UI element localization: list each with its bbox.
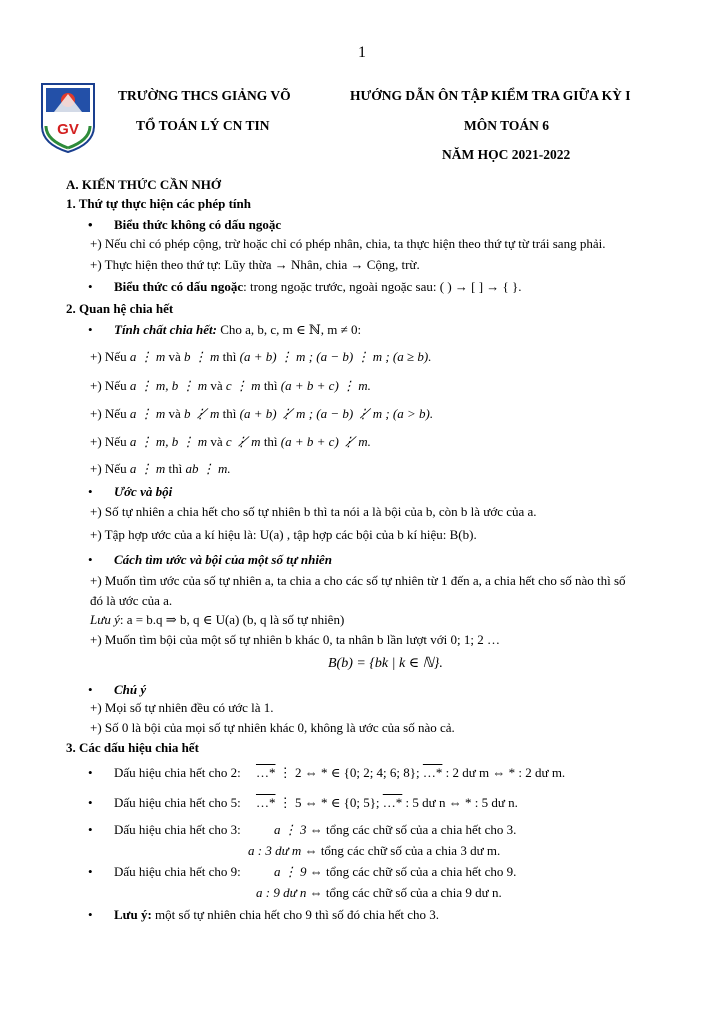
- s2-bullet-2: • Ước và bội: [90, 484, 172, 500]
- s2-bullet-4: • Chú ý: [90, 682, 146, 698]
- s2-rule-5: +) Nếu a ⋮ m thì ab ⋮ m.: [90, 461, 231, 476]
- s3-rule-9: • Dấu hiệu chia hết cho 9: a ⋮ 9 ⇔ tổng các chữ số của a chia hết cho 9.: [90, 864, 516, 880]
- s2-multiples-formula: B(b) = {bk | k ∈ ℕ}.: [328, 656, 443, 671]
- s3-title: 3. Các dấu hiệu chia hết: [66, 740, 199, 755]
- logo-text: GV: [57, 121, 79, 138]
- s2-multiple-line-1: +) Số tự nhiên a chia hết cho số tự nhiên b thì ta nói a là bội của b, còn b là ước của a.: [90, 504, 537, 519]
- s3-rule-3: • Dấu hiệu chia hết cho 3: a ⋮ 3 ⇔ tổng các chữ số của a chia hết cho 3.: [90, 822, 516, 838]
- school-year: NĂM HỌC 2021-2022: [442, 147, 571, 162]
- s2-find-line-1b: đó là ước của a.: [90, 593, 173, 608]
- s2-rule-3: +) Nếu a ⋮ m và b ⋮̸ m thì (a + b) ⋮̸ m ; (a − b) ⋮̸ m ; (a > b).: [90, 406, 434, 421]
- department-name: TỔ TOÁN LÝ CN TIN: [136, 118, 270, 133]
- s2-find-line-1: +) Muốn tìm ước của số tự nhiên a, ta chia a cho các số tự nhiên từ 1 đến a, a chia hết cho số nào thì số: [90, 573, 626, 588]
- s2-rule-1: +) Nếu a ⋮ m và b ⋮ m thì (a + b) ⋮ m ; (a − b) ⋮ m ; (a ≥ b).: [90, 349, 432, 364]
- s2-rule-2: +) Nếu a ⋮ m, b ⋮ m và c ⋮ m thì (a + b + c) ⋮ m.: [90, 378, 371, 393]
- s2-find-line-3: +) Muốn tìm bội của một số tự nhiên b khác 0, ta nhân b lần lượt với 0; 1; 2 …: [90, 632, 500, 647]
- school-name: TRƯỜNG THCS GIẢNG VÕ: [118, 88, 291, 103]
- s3-note: • Lưu ý: một số tự nhiên chia hết cho 9 thì số đó chia hết cho 3.: [90, 907, 439, 923]
- s1-line-1: +) Nếu chỉ có phép cộng, trừ hoặc chỉ có phép nhân, chia, ta thực hiện theo thứ tự từ trái sang phải.: [90, 236, 606, 251]
- s2-multiple-line-2: +) Tập hợp ước của a kí hiệu là: U(a) , tập hợp các bội của b kí hiệu: B(b).: [90, 527, 477, 542]
- s2-bullet-1: • Tính chất chia hết: Cho a, b, c, m ∈ ℕ, m ≠ 0:: [90, 322, 361, 338]
- s3-rule-2: • Dấu hiệu chia hết cho 2: …* ⋮ 2 ⇔ * ∈ {0; 2; 4; 6; 8}; …* : 2 dư m ⇔ * : 2 dư m.: [90, 765, 565, 781]
- s3-rule-5: • Dấu hiệu chia hết cho 5: …* ⋮ 5 ⇔ * ∈ {0; 5}; …* : 5 dư n ⇔ * : 5 dư n.: [90, 795, 518, 811]
- s2-bullet-3: • Cách tìm ước và bội của một số tự nhiên: [90, 552, 332, 568]
- s1-title: 1. Thứ tự thực hiện các phép tính: [66, 196, 251, 211]
- s2-note-2: +) Số 0 là bội của mọi số tự nhiên khác 0, không là ước của số nào cả.: [90, 720, 455, 735]
- school-logo-icon: [40, 82, 96, 154]
- s2-note-1: +) Mọi số tự nhiên đều có ước là 1.: [90, 700, 274, 715]
- s3-rule-3-remainder: a : 3 dư m ⇔ tổng các chữ số của a chia 3 dư m.: [248, 843, 501, 858]
- s2-find-note: Lưu ý: a = b.q ⇒ b, q ∈ U(a) (b, q là số tự nhiên): [90, 612, 345, 627]
- s2-rule-4: +) Nếu a ⋮ m, b ⋮ m và c ⋮̸ m thì (a + b + c) ⋮̸ m.: [90, 434, 371, 449]
- s1-bullet-1: • Biểu thức không có dấu ngoặc: [90, 217, 281, 233]
- subject: MÔN TOÁN 6: [464, 118, 550, 133]
- s1-bullet-2: • Biểu thức có dấu ngoặc: trong ngoặc trước, ngoài ngoặc sau: ( ) → [ ] → { }.: [90, 279, 522, 295]
- section-a-title: A. KIẾN THỨC CẦN NHỚ: [66, 177, 221, 192]
- page-number: 1: [358, 44, 366, 61]
- s3-rule-9-remainder: a : 9 dư n ⇔ tổng các chữ số của a chia 9 dư n.: [256, 885, 502, 900]
- document-title: HƯỚNG DẪN ÔN TẬP KIỂM TRA GIỮA KỲ I: [350, 88, 631, 103]
- s2-title: 2. Quan hệ chia hết: [66, 301, 174, 316]
- s1-line-2: +) Thực hiện theo thứ tự: Lũy thừa → Nhân, chia → Cộng, trừ.: [90, 257, 420, 272]
- school-logo: [40, 82, 96, 154]
